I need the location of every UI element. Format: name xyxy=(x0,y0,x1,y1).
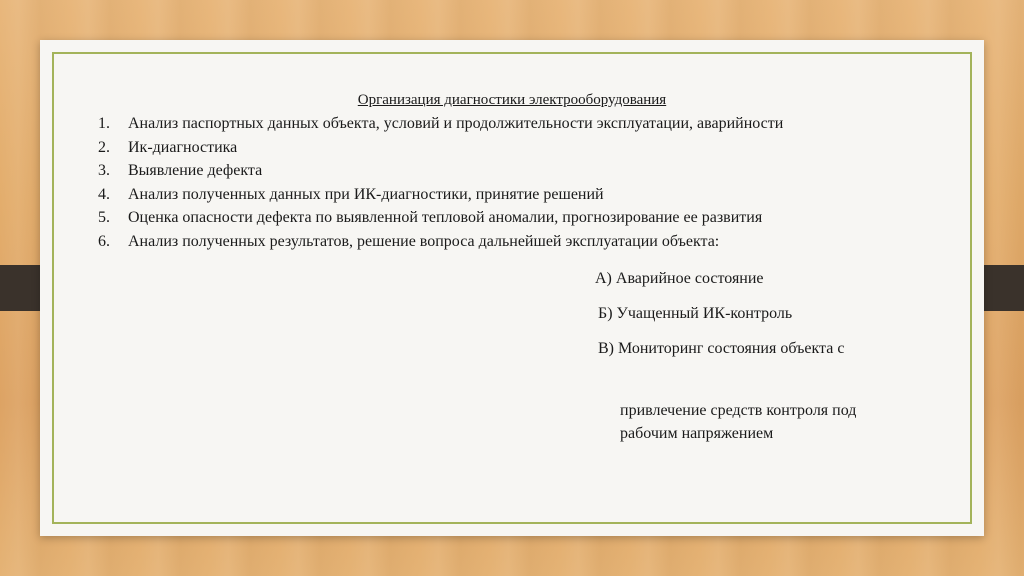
list-item-text: Анализ паспортных данных объекта, условий и продолжительности эксплуатации, аварийности xyxy=(128,115,784,132)
list-item-number: 4. xyxy=(98,185,110,203)
list-item-text: Оценка опасности дефекта по выявленной тепловой аномалии, прогнозирование ее развития xyxy=(128,209,763,226)
option-b-frequent-control: Б) Учащенный ИК-контроль xyxy=(598,305,793,322)
option-c-continuation xyxy=(620,399,856,445)
option-c-monitoring: В) Мониторинг состояния объекта с xyxy=(598,340,845,357)
list-item xyxy=(98,206,783,230)
list-item xyxy=(98,183,783,207)
list-item-text: Анализ полученных данных при ИК-диагностики, принятие решений xyxy=(128,185,604,203)
slide-content xyxy=(40,40,984,536)
list-item xyxy=(98,159,783,183)
option-c-line-3: рабочим напряжением xyxy=(620,425,774,442)
list-item-text: Анализ полученных результатов, решение вопроса дальнейшей эксплуатации объекта: xyxy=(128,232,720,250)
list-item-text: Ик-диагностика xyxy=(128,138,238,156)
slide-card xyxy=(40,40,984,536)
list-item xyxy=(98,112,783,136)
list-item-number: 3. xyxy=(98,162,110,179)
list-item-number: 5. xyxy=(98,209,110,226)
list-item xyxy=(98,230,783,254)
list-item-number: 1. xyxy=(98,115,110,132)
list-item-number: 6. xyxy=(98,232,110,250)
list-item-text: Выявление дефекта xyxy=(128,162,263,179)
slide-title: Организация диагностики электрооборудования xyxy=(357,92,667,108)
list-item-number: 2. xyxy=(98,138,110,156)
steps-list xyxy=(98,112,783,253)
option-c-line-2: привлечение средств контроля под xyxy=(620,402,857,419)
list-item xyxy=(98,136,783,160)
option-a-emergency: А) Аварийное состояние xyxy=(595,270,764,287)
